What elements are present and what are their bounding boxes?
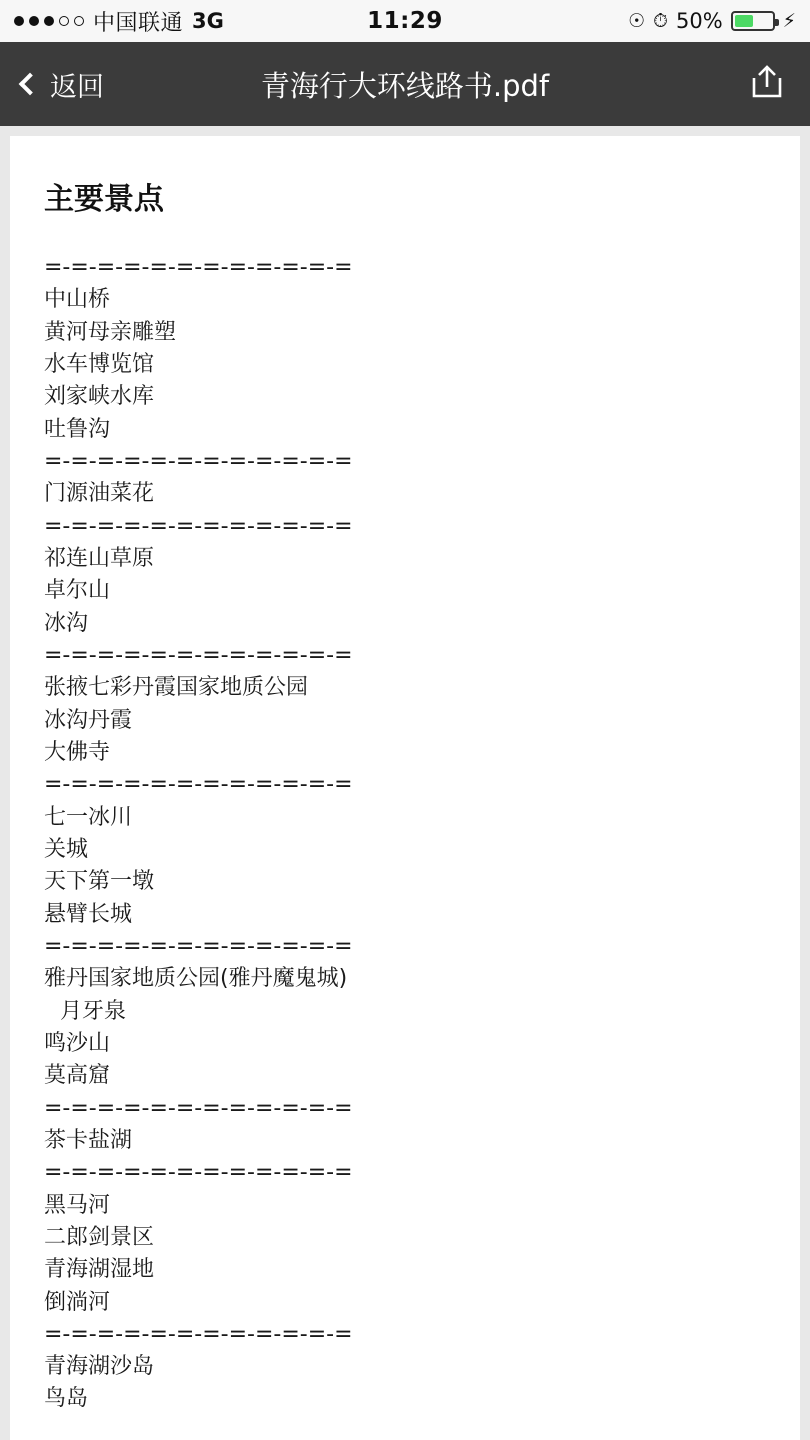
list-item: 卓尔山 bbox=[44, 578, 111, 604]
back-button[interactable] bbox=[22, 65, 104, 104]
attraction-list bbox=[44, 252, 766, 1416]
list-item: 关城 bbox=[44, 836, 89, 862]
list-item: 祁连山草原 bbox=[44, 545, 155, 571]
list-item: 二郎剑景区 bbox=[44, 1224, 155, 1250]
clock-label: 11:29 bbox=[367, 8, 443, 34]
list-item: 月牙泉 bbox=[60, 998, 127, 1024]
list-item: 黄河母亲雕塑 bbox=[44, 319, 177, 345]
list-item: 冰沟丹霞 bbox=[44, 707, 133, 733]
list-separator: =-=-=-=-=-=-=-=-=-=-=-= bbox=[44, 1160, 353, 1186]
list-item: 大佛寺 bbox=[44, 739, 111, 765]
list-item: 青海湖湿地 bbox=[44, 1257, 155, 1283]
list-separator: =-=-=-=-=-=-=-=-=-=-=-= bbox=[44, 255, 353, 280]
lightning-bolt-icon: ⚡ bbox=[782, 9, 796, 32]
list-separator: =-=-=-=-=-=-=-=-=-=-=-= bbox=[44, 642, 353, 668]
list-item: 雅丹国家地质公园(雅丹魔鬼城) bbox=[44, 966, 348, 992]
status-bar bbox=[0, 0, 810, 42]
list-item: 茶卡盐湖 bbox=[44, 1127, 133, 1153]
list-item: 吐鲁沟 bbox=[44, 416, 111, 442]
list-item: 天下第一墩 bbox=[44, 869, 155, 895]
list-separator: =-=-=-=-=-=-=-=-=-=-=-= bbox=[44, 448, 353, 474]
list-item: 张掖七彩丹霞国家地质公园 bbox=[44, 675, 309, 701]
battery-icon bbox=[731, 11, 775, 31]
share-icon[interactable] bbox=[746, 62, 788, 106]
list-item: 门源油菜花 bbox=[44, 481, 155, 507]
list-item: 鸟岛 bbox=[44, 1386, 89, 1412]
list-item: 中山桥 bbox=[44, 287, 111, 313]
navigation-bar bbox=[0, 42, 810, 126]
chevron-left-icon bbox=[19, 73, 42, 96]
battery-percent-label: 50% bbox=[675, 9, 723, 33]
list-item: 冰沟 bbox=[44, 610, 89, 636]
rotation-lock-icon: ☉ bbox=[628, 9, 646, 32]
list-separator: =-=-=-=-=-=-=-=-=-=-=-= bbox=[44, 772, 353, 798]
status-bar-right bbox=[628, 9, 796, 33]
network-type-label: 3G bbox=[192, 9, 224, 33]
pdf-page bbox=[10, 136, 800, 1440]
list-item: 鸣沙山 bbox=[44, 1030, 111, 1056]
list-separator: =-=-=-=-=-=-=-=-=-=-=-= bbox=[44, 933, 353, 959]
list-item: 青海湖沙岛 bbox=[44, 1354, 155, 1380]
list-item: 莫高窟 bbox=[44, 1063, 111, 1089]
list-separator: =-=-=-=-=-=-=-=-=-=-=-= bbox=[44, 1321, 353, 1347]
section-heading: 主要景点 bbox=[44, 182, 164, 217]
list-item: 倒淌河 bbox=[44, 1289, 111, 1315]
document-scroll-area[interactable] bbox=[0, 126, 810, 1440]
alarm-icon: ⏱ bbox=[653, 9, 668, 32]
list-separator: =-=-=-=-=-=-=-=-=-=-=-= bbox=[44, 1095, 353, 1121]
page-title: 青海行大环线路书.pdf bbox=[260, 68, 550, 103]
carrier-label: 中国联通 bbox=[93, 10, 184, 36]
back-button-label: 返回 bbox=[50, 71, 104, 103]
list-item: 水车博览馆 bbox=[44, 351, 155, 377]
list-item: 刘家峡水库 bbox=[44, 384, 155, 410]
list-item: 黑马河 bbox=[44, 1192, 111, 1218]
list-item: 七一冰川 bbox=[44, 804, 133, 830]
list-separator: =-=-=-=-=-=-=-=-=-=-=-= bbox=[44, 513, 353, 539]
list-item: 悬臂长城 bbox=[44, 901, 133, 927]
